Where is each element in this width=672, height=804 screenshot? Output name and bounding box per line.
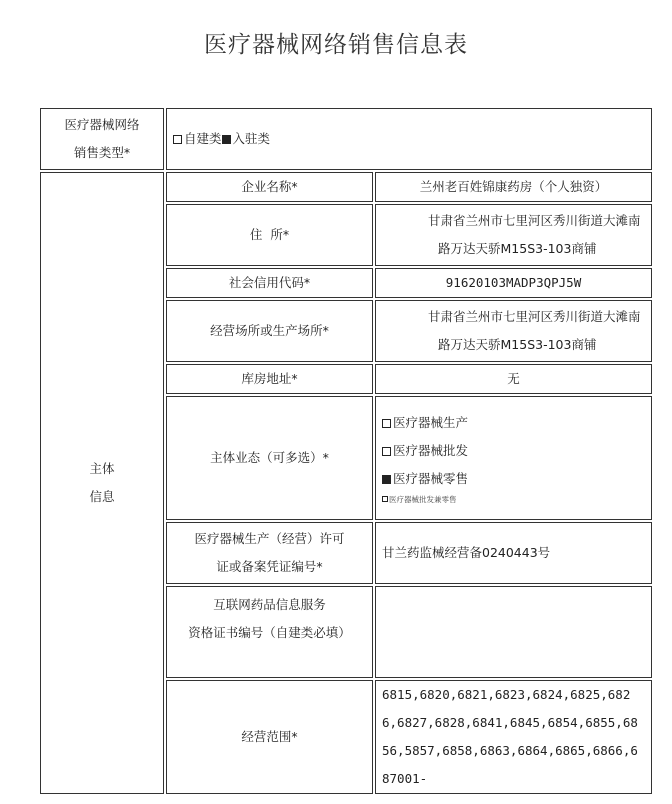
- required-star: *: [322, 323, 329, 338]
- company-name-value: 兰州老百姓锦康药房（个人独资）: [375, 172, 652, 202]
- mode-option-wholesale: 医疗器械批发: [382, 437, 645, 465]
- business-site-value: 甘肃省兰州市七里河区秀川街道大滩南 路万达天骄M15S3-103商铺: [375, 300, 652, 362]
- required-star: *: [291, 179, 298, 194]
- credit-code-value: 91620103MADP3QPJ5W: [375, 268, 652, 298]
- mode-option-retail: 医疗器械零售: [382, 465, 645, 493]
- business-mode-label: 主体业态（可多选）*: [166, 396, 373, 520]
- required-star: *: [322, 450, 329, 465]
- info-table: [38, 106, 654, 796]
- required-star: *: [303, 275, 311, 290]
- checkbox-production[interactable]: [382, 419, 391, 428]
- option-self-built: 自建类: [184, 131, 222, 146]
- checkbox-retail[interactable]: [382, 475, 391, 484]
- address-value: 甘肃省兰州市七里河区秀川街道大滩南 路万达天骄M15S3-103商铺: [375, 204, 652, 266]
- sales-type-label: 医疗器械网络 销售类型*: [40, 108, 164, 170]
- required-star: *: [123, 145, 131, 160]
- company-name-label: 企业名称*: [166, 172, 373, 202]
- address-label: 住 所*: [166, 204, 373, 266]
- mode-option-production: 医疗器械生产: [382, 409, 645, 437]
- required-star: *: [291, 371, 298, 386]
- checkbox-wholesale[interactable]: [382, 447, 391, 456]
- warehouse-label: 库房地址*: [166, 364, 373, 394]
- sales-type-row: [40, 108, 652, 170]
- subject-info-label: 主体 信息: [40, 172, 164, 794]
- option-resident: 入驻类: [232, 131, 271, 146]
- checkbox-wholesale-retail[interactable]: [382, 496, 388, 502]
- business-scope-value: 6815,6820,6821,6823,6824,6825,6826,6827,6828,6841,6845,6854,6855,6856,5857,6858,6863,6864,6865,6866,687001-: [375, 680, 652, 794]
- required-star: *: [282, 227, 290, 242]
- required-star: *: [316, 559, 323, 574]
- internet-cert-value: [375, 586, 652, 678]
- company-row: [40, 172, 652, 202]
- business-scope-label: 经营范围*: [166, 680, 373, 794]
- business-site-label: 经营场所或生产场所*: [166, 300, 373, 362]
- license-label: 医疗器械生产（经营）许可 证或备案凭证编号*: [166, 522, 373, 584]
- business-mode-options: [375, 396, 652, 520]
- sales-type-options: [166, 108, 652, 170]
- internet-cert-label: 互联网药品信息服务 资格证书编号（自建类必填）: [166, 586, 373, 678]
- credit-code-label: 社会信用代码*: [166, 268, 373, 298]
- mode-option-wholesale-retail: 医疗器械批发兼零售: [382, 493, 645, 507]
- checkbox-resident[interactable]: [222, 135, 231, 144]
- required-star: *: [291, 729, 298, 744]
- page-title: 医疗器械网络销售信息表: [204, 32, 468, 58]
- warehouse-value: 无: [375, 364, 652, 394]
- license-value: 甘兰药监械经营备0240443号: [375, 522, 652, 584]
- checkbox-self-built[interactable]: [173, 135, 182, 144]
